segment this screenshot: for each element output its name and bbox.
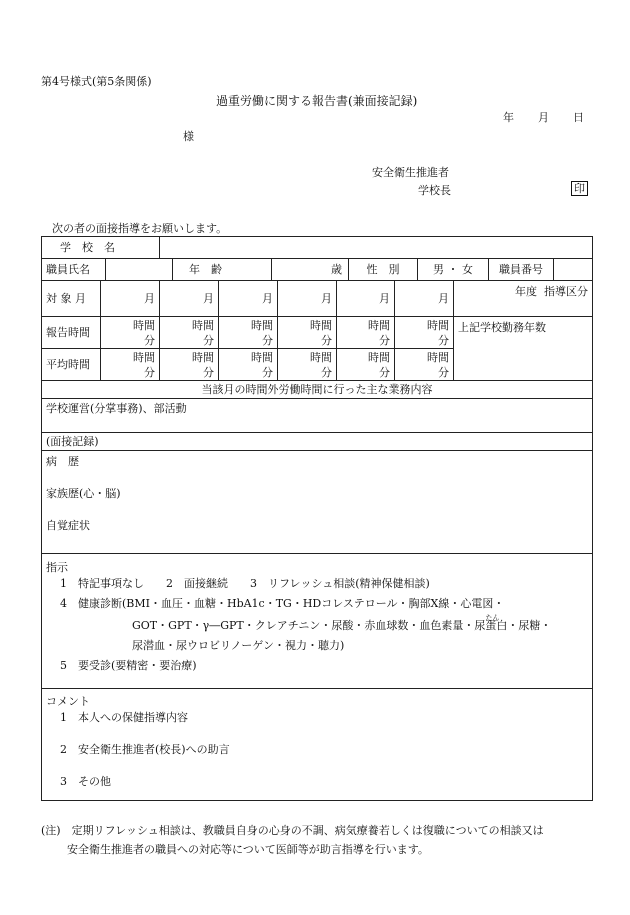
- minute-unit: 分: [321, 365, 332, 379]
- instruction-line-5[interactable]: 5 要受診(要精密・要治療): [60, 659, 197, 672]
- fiscal-year-guidance-cell[interactable]: [454, 281, 593, 317]
- target-month-label: 対 象 月: [42, 281, 101, 317]
- instruction-line-4-cont: [46, 614, 588, 634]
- date-month[interactable]: 月: [538, 111, 549, 124]
- report-hours-cell[interactable]: [219, 317, 278, 349]
- addressee-suffix: 様: [183, 130, 194, 143]
- seal-mark: 印: [571, 181, 588, 196]
- instruction-line-4-cont2: 尿潜血・尿ウロビリノーゲン・視力・聴力): [132, 639, 345, 652]
- report-hours-label: 報告時間: [42, 317, 101, 349]
- age-label: 年 齢: [173, 259, 272, 280]
- fiscal-year-label: 年度: [515, 285, 537, 298]
- instruction-line-4[interactable]: 4 健康診断(BMI・血圧・血糖・HbA1c・TG・HDコレステロール・胸部X線・心電図・: [60, 597, 505, 610]
- interview-record-heading: (面接記録): [42, 433, 593, 451]
- minute-unit: 分: [379, 333, 390, 347]
- main-work-content[interactable]: 学校運営(分掌事務)、部活動: [42, 399, 593, 433]
- average-hours-label: 平均時間: [42, 349, 101, 381]
- hour-unit: 時間: [192, 350, 214, 364]
- average-hours-cell[interactable]: [219, 349, 278, 381]
- average-hours-cell[interactable]: [278, 349, 337, 381]
- note-line-2: 安全衛生推進者の職員への対応等について医師等が助言指導を行います。: [67, 843, 429, 856]
- school-name-field[interactable]: [160, 237, 593, 259]
- report-hours-cell[interactable]: [278, 317, 337, 349]
- years-at-school-label: 上記学校勤務年数: [458, 321, 546, 334]
- hour-unit: 時間: [251, 318, 273, 332]
- minute-unit: 分: [438, 333, 449, 347]
- age-unit: 歳: [331, 263, 342, 276]
- average-hours-cell[interactable]: [160, 349, 219, 381]
- hour-unit: 時間: [133, 318, 155, 332]
- family-history-label: 家族歴(心・脳): [46, 487, 121, 500]
- minute-unit: 分: [321, 333, 332, 347]
- staff-name-label: 職員氏名: [42, 259, 106, 280]
- target-month-cell[interactable]: 月: [337, 281, 395, 317]
- staff-name-field[interactable]: [106, 259, 173, 280]
- symptoms-label: 自覚症状: [46, 519, 90, 532]
- guidance-class-label: 指導区分: [544, 285, 588, 298]
- target-month-cell[interactable]: 月: [395, 281, 454, 317]
- hour-unit: 時間: [368, 318, 390, 332]
- main-work-heading: 当該月の時間外労働時間に行った主な業務内容: [42, 381, 593, 399]
- comment-label: コメント: [46, 695, 90, 708]
- date-year[interactable]: 年: [503, 111, 514, 124]
- form-number: 第4号様式(第5条関係): [41, 75, 152, 88]
- hour-unit: 時間: [133, 350, 155, 364]
- request-text: 次の者の面接指導をお願いします。: [52, 222, 228, 235]
- minute-unit: 分: [262, 333, 273, 347]
- interview-record-content[interactable]: [42, 451, 593, 554]
- comment-item-3[interactable]: 3 その他: [60, 775, 111, 788]
- document-title: 過重労働に関する報告書(兼面接記録): [216, 94, 418, 108]
- minute-unit: 分: [144, 333, 155, 347]
- comment-item-2[interactable]: 2 安全衛生推進者(校長)への助言: [60, 743, 230, 756]
- hour-unit: 時間: [427, 350, 449, 364]
- minute-unit: 分: [379, 365, 390, 379]
- average-hours-cell[interactable]: [395, 349, 454, 381]
- instruction-line-4-part-a: GOT・GPT・γ―GPT・クレアチニン・尿酸・赤血球数・血色素量・尿: [132, 619, 486, 632]
- minute-unit: 分: [203, 333, 214, 347]
- hour-unit: 時間: [310, 350, 332, 364]
- minute-unit: 分: [262, 365, 273, 379]
- staff-number-label: 職員番号: [489, 259, 554, 280]
- hour-unit: 時間: [251, 350, 273, 364]
- medical-history-label: 病 歴: [46, 455, 79, 468]
- target-month-cell[interactable]: 月: [219, 281, 278, 317]
- target-month-cell[interactable]: 月: [278, 281, 337, 317]
- sex-label: 性 別: [349, 259, 418, 280]
- staff-number-field[interactable]: [554, 259, 592, 280]
- school-name-label: 学 校 名: [42, 237, 160, 259]
- hour-unit: 時間: [310, 318, 332, 332]
- average-hours-cell[interactable]: [101, 349, 160, 381]
- report-hours-cell[interactable]: [395, 317, 454, 349]
- report-hours-cell[interactable]: [101, 317, 160, 349]
- date-day[interactable]: 日: [573, 111, 584, 124]
- comment-item-1[interactable]: 1 本人への保健指導内容: [60, 711, 188, 724]
- years-at-school-cell[interactable]: [454, 317, 593, 381]
- ruby-base: 蛋: [485, 619, 497, 632]
- instructions-section: [42, 554, 593, 689]
- minute-unit: 分: [438, 365, 449, 379]
- report-form-table: [41, 236, 593, 801]
- note-line-1: (注) 定期リフレッシュ相談は、教職員自身の心身の不調、病気療養若しくは復職についての相談又は: [41, 824, 544, 837]
- hour-unit: 時間: [427, 318, 449, 332]
- report-hours-cell[interactable]: [160, 317, 219, 349]
- hour-unit: 時間: [192, 318, 214, 332]
- protein-ruby: [485, 614, 500, 632]
- instructions-label: 指示: [46, 561, 68, 574]
- average-hours-cell[interactable]: [337, 349, 395, 381]
- sex-options[interactable]: 男 ・ 女: [418, 259, 489, 280]
- staff-info-row: [42, 259, 593, 281]
- instruction-line-4-part-b: 白・尿糖・: [496, 619, 552, 632]
- comment-section: [42, 689, 593, 801]
- ruby-reading: たん: [485, 614, 500, 622]
- hour-unit: 時間: [368, 350, 390, 364]
- minute-unit: 分: [144, 365, 155, 379]
- safety-promoter-label: 安全衛生推進者: [372, 166, 449, 179]
- target-month-cell[interactable]: 月: [101, 281, 160, 317]
- principal-label: 学校長: [418, 184, 451, 197]
- target-month-cell[interactable]: 月: [160, 281, 219, 317]
- instruction-line-1[interactable]: 1 特記事項なし 2 面接継続 3 リフレッシュ相談(精神保健相談): [60, 577, 430, 590]
- age-field[interactable]: [272, 259, 349, 280]
- minute-unit: 分: [203, 365, 214, 379]
- report-hours-cell[interactable]: [337, 317, 395, 349]
